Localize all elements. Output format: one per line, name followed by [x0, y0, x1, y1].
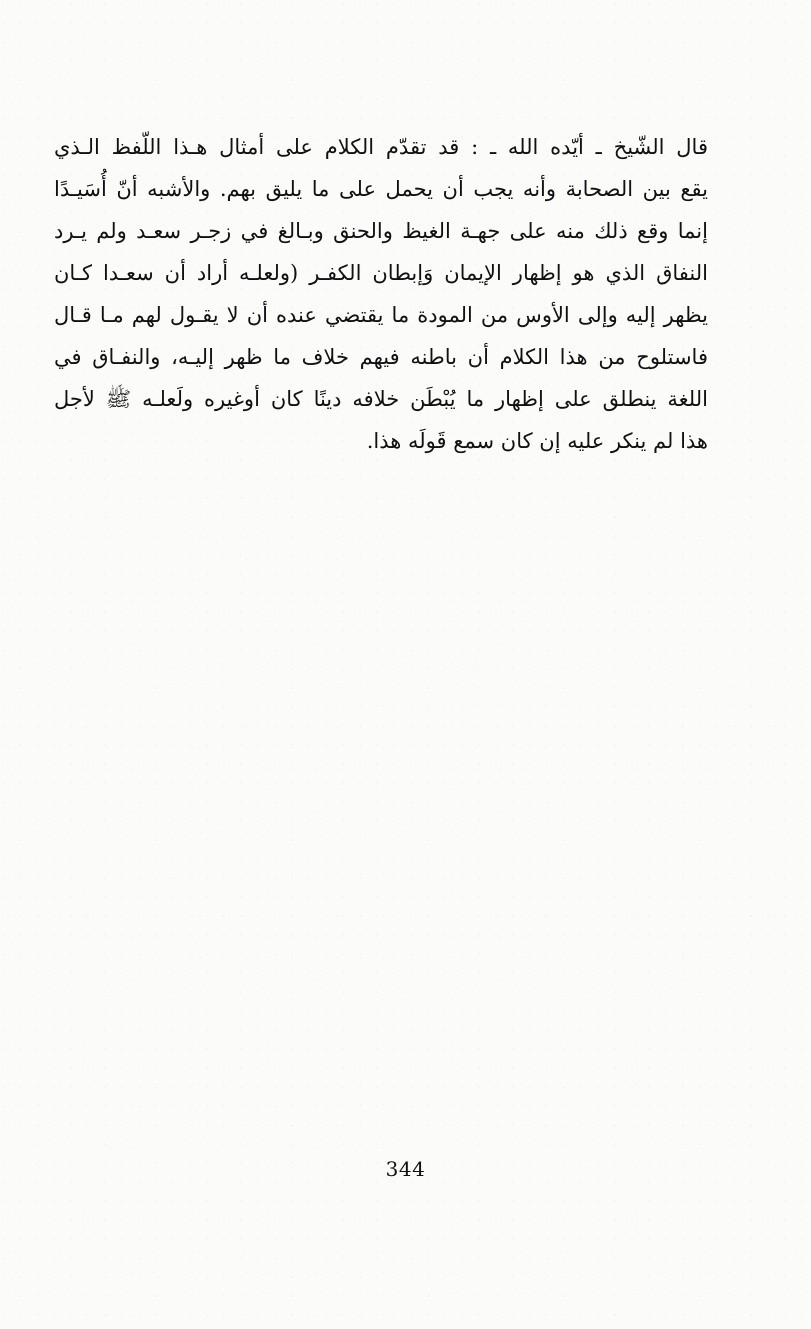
arabic-text-block — [54, 126, 708, 462]
text-line-5: يظهر إليه وإلى الأوس من المودة ما يقتضي عنده أن لا يقـول لهم مـا قـال — [54, 303, 708, 327]
text-line-4: النفاق الذي هو إظهار الإيمان وَإبطان الكفـر (ولعلـه أراد أن سعـدا كـان — [54, 261, 708, 285]
text-line-6: فاستلوح من هذا الكلام أن باطنه فيهم خلاف ما ظهر إليـه، والنفـاق في — [54, 345, 708, 369]
text-line-3: إنما وقع ذلك منه على جهـة الغيظ والحنق وبـالغ في زجـر سعـد ولم يـرد — [54, 219, 708, 243]
text-line-2: يقع بين الصحابة وأنه يجب أن يحمل على ما يليق بهم. والأشبه أنّ أُسَيـدًا — [54, 177, 708, 201]
text-line-7: اللغة ينطلق على إظهار ما يُبْطَن خلافه دينًا كان أوغيره ولَعلـه ﷺ لأجل — [54, 387, 708, 411]
text-line-8: هذا لم ينكر عليه إن كان سمع قَولَه هذا. — [366, 429, 708, 453]
page-number: 344 — [385, 1157, 426, 1181]
text-line-1: قال الشّيخ ـ أيّده الله ـ : قد تقدّم الكلام على أمثال هـذا اللّفظ الـذي — [54, 135, 708, 159]
